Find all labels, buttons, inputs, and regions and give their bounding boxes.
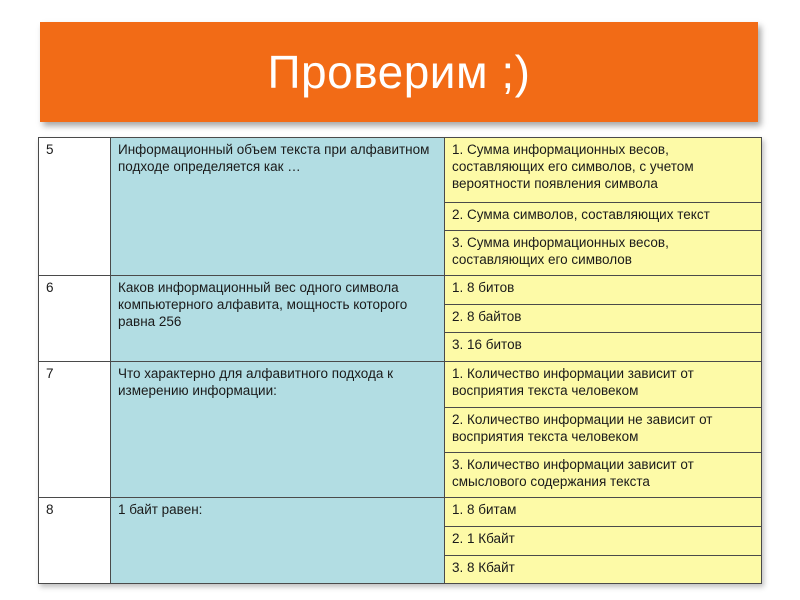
table-row: [39, 498, 762, 527]
quiz-table: [38, 137, 762, 584]
question-text: Каков информационный вес одного символа компьютерного алфавита, мощность которого равна 256: [111, 276, 445, 362]
answer-option: 3. Количество информации зависит от смыслового содержания текста: [445, 453, 762, 498]
answer-option: 1. Сумма информационных весов, составляющих его символов, с учетом вероятности появления символа: [445, 138, 762, 203]
question-number: 6: [39, 276, 111, 362]
question-number: 8: [39, 498, 111, 584]
answer-option: 2. 8 байтов: [445, 305, 762, 333]
table-row: [39, 138, 762, 203]
question-text: 1 байт равен:: [111, 498, 445, 584]
question-number: 7: [39, 362, 111, 498]
answer-option: 3. Сумма информационных весов, составляющих его символов: [445, 231, 762, 276]
answer-option: 2. Сумма символов, составляющих текст: [445, 203, 762, 231]
title-banner: [40, 22, 758, 122]
answer-option: 1. Количество информации зависит от восприятия текста человеком: [445, 362, 762, 408]
answer-option: 1. 8 битам: [445, 498, 762, 527]
table-row: [39, 362, 762, 408]
answer-option: 3. 8 Кбайт: [445, 556, 762, 584]
answer-option: 3. 16 битов: [445, 333, 762, 362]
slide-title: Проверим ;): [267, 46, 531, 98]
answer-option: 1. 8 битов: [445, 276, 762, 305]
question-text: Информационный объем текста при алфавитном подходе определяется как …: [111, 138, 445, 276]
answer-option: 2. Количество информации не зависит от восприятия текста человеком: [445, 408, 762, 453]
question-number: 5: [39, 138, 111, 276]
question-text: Что характерно для алфавитного подхода к измерению информации:: [111, 362, 445, 498]
answer-option: 2. 1 Кбайт: [445, 527, 762, 556]
table-row: [39, 276, 762, 305]
